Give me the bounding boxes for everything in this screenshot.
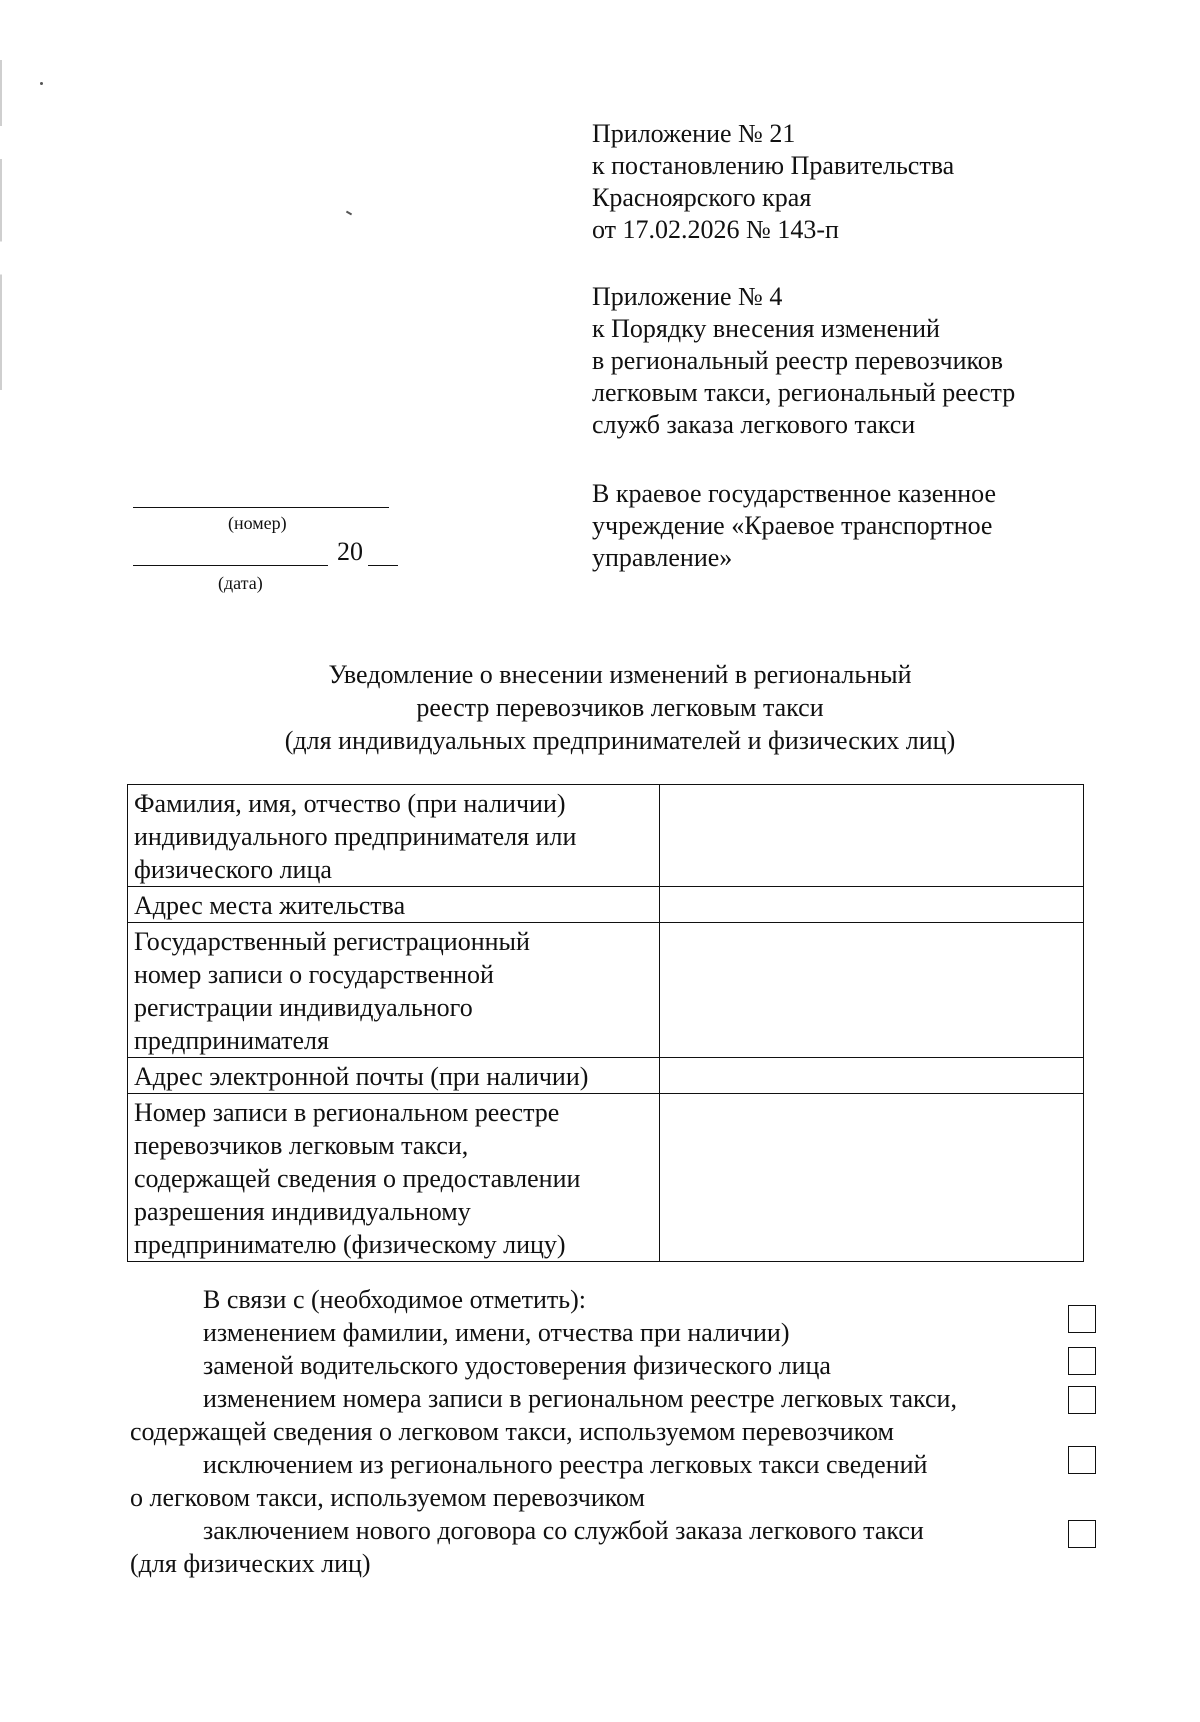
label-line: Номер записи в региональном реестре bbox=[134, 1098, 560, 1127]
appendix-21-line: Красноярского края bbox=[592, 183, 812, 212]
appendix-4-line: легковым такси, региональный реестр bbox=[592, 378, 1016, 407]
label-line: перевозчиков легковым такси, bbox=[134, 1131, 469, 1160]
reason-text: заключением нового договора со службой заказа легкового такси bbox=[203, 1516, 924, 1545]
number-blank-line[interactable] bbox=[133, 507, 389, 508]
label-line: содержащей сведения о предоставлении bbox=[134, 1164, 581, 1193]
reason-text-continued: о легковом такси, используемом перевозчиком bbox=[130, 1483, 645, 1512]
label-line: регистрации индивидуального bbox=[134, 993, 473, 1022]
label-line: предпринимателя bbox=[134, 1026, 329, 1055]
label-line: индивидуального предпринимателя или bbox=[134, 822, 577, 851]
checkbox-registry-exclusion[interactable] bbox=[1068, 1446, 1096, 1474]
label-line: Государственный регистрационный bbox=[134, 927, 530, 956]
date-year-prefix: 20 bbox=[337, 537, 363, 566]
value-email[interactable] bbox=[659, 1058, 1083, 1094]
value-registration-number[interactable] bbox=[659, 923, 1083, 1058]
value-registry-record-number[interactable] bbox=[659, 1094, 1083, 1262]
appendix-21-line: Приложение № 21 bbox=[592, 119, 796, 148]
label-line: номер записи о государственной bbox=[134, 960, 494, 989]
label-line: Адрес электронной почты (при наличии) bbox=[134, 1062, 589, 1091]
date-blank-line[interactable] bbox=[133, 565, 328, 566]
notice-title-line: Уведомление о внесении изменений в региональный bbox=[328, 660, 912, 689]
table-row bbox=[128, 887, 1084, 923]
applicant-info-table bbox=[127, 784, 1084, 1262]
registration-number-date bbox=[130, 495, 410, 595]
notice-title-line: (для индивидуальных предпринимателей и физических лиц) bbox=[284, 726, 956, 755]
appendix-4-line: Приложение № 4 bbox=[592, 282, 783, 311]
reason-text: заменой водительского удостоверения физического лица bbox=[203, 1351, 831, 1380]
appendix-4-line: к Порядку внесения изменений bbox=[592, 314, 940, 343]
table-row bbox=[128, 1058, 1084, 1094]
row-label-registry-record-number bbox=[128, 1094, 660, 1262]
recipient-line: В краевое государственное казенное bbox=[592, 479, 997, 508]
appendix-21-line: к постановлению Правительства bbox=[592, 151, 955, 180]
appendix-21-line: от 17.02.2026 № 143-п bbox=[592, 215, 839, 244]
appendix-4-line: в региональный реестр перевозчиков bbox=[592, 346, 1004, 375]
scan-speck bbox=[346, 211, 352, 216]
label-line: разрешения индивидуальному bbox=[134, 1197, 471, 1226]
table-row bbox=[128, 1094, 1084, 1262]
checkbox-name-change[interactable] bbox=[1068, 1305, 1096, 1333]
reason-text: изменением фамилии, имени, отчества при наличии) bbox=[203, 1318, 790, 1347]
reason-text-continued: содержащей сведения о легковом такси, используемом перевозчиком bbox=[130, 1417, 894, 1446]
reasons-section bbox=[130, 1283, 1110, 1580]
recipient-line: учреждение «Краевое транспортное bbox=[592, 511, 993, 540]
appendix-4-header bbox=[592, 281, 1112, 441]
reason-text: исключением из регионального реестра легковых такси сведений bbox=[203, 1450, 928, 1479]
recipient-block bbox=[592, 478, 1112, 574]
label-line: физического лица bbox=[134, 855, 332, 884]
value-full-name[interactable] bbox=[659, 785, 1083, 887]
row-label-email bbox=[128, 1058, 660, 1094]
row-label-full-name bbox=[128, 785, 660, 887]
notice-title bbox=[130, 658, 1110, 757]
label-line: Адрес места жительства bbox=[134, 891, 406, 920]
notice-title-line: реестр перевозчиков легковым такси bbox=[416, 693, 824, 722]
recipient-line: управление» bbox=[592, 543, 733, 572]
scan-edge-mark bbox=[0, 60, 2, 390]
table-row bbox=[128, 923, 1084, 1058]
date-year-blank-line[interactable] bbox=[368, 565, 398, 566]
value-residence-address[interactable] bbox=[659, 887, 1083, 923]
date-caption: (дата) bbox=[218, 573, 263, 593]
row-label-residence-address bbox=[128, 887, 660, 923]
appendix-21-header bbox=[592, 118, 1112, 246]
label-line: Фамилия, имя, отчество (при наличии) bbox=[134, 789, 566, 818]
checkbox-new-dispatch-contract[interactable] bbox=[1068, 1520, 1096, 1548]
label-line: предпринимателю (физическому лицу) bbox=[134, 1230, 566, 1259]
checkbox-registry-number-change[interactable] bbox=[1068, 1386, 1096, 1414]
table-row bbox=[128, 785, 1084, 887]
reasons-intro: В связи с (необходимое отметить): bbox=[203, 1285, 586, 1314]
checkbox-license-replacement[interactable] bbox=[1068, 1347, 1096, 1375]
reason-text: изменением номера записи в региональном реестре легковых такси, bbox=[203, 1384, 957, 1413]
scan-speck bbox=[40, 82, 43, 85]
reason-text-continued: (для физических лиц) bbox=[130, 1549, 371, 1578]
row-label-registration-number bbox=[128, 923, 660, 1058]
number-caption: (номер) bbox=[228, 513, 287, 533]
appendix-4-line: служб заказа легкового такси bbox=[592, 410, 916, 439]
